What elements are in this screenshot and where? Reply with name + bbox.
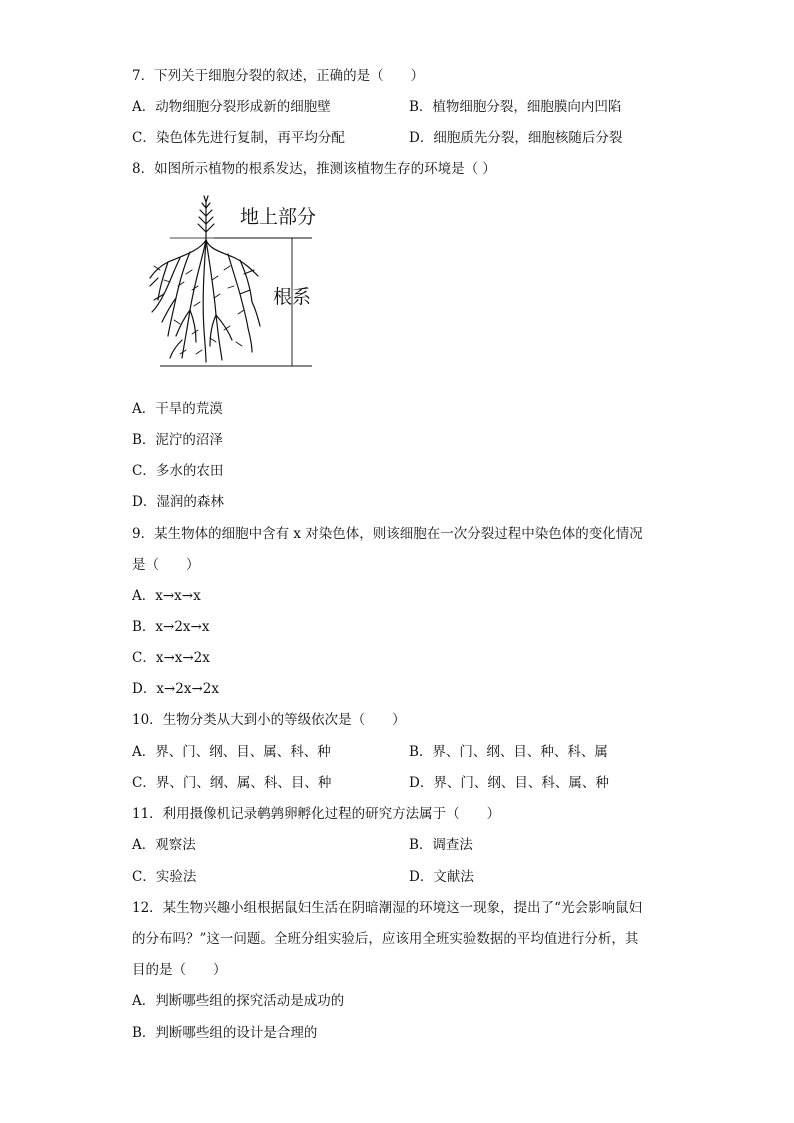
q12-stem-line1: 12．某生物兴趣小组根据鼠妇生活在阴暗潮湿的环境这一现象，提出了“光会影响鼠妇 <box>132 900 643 916</box>
q7-option-d: D．细胞质先分裂，细胞核随后分裂 <box>409 130 623 146</box>
q9-option-a: A．x→x→x <box>132 588 201 604</box>
q8-option-b: B．泥泞的沼泽 <box>132 432 223 448</box>
q9-option-b: B．x→2x→x <box>132 619 210 635</box>
q11-option-a: A．观察法 <box>132 837 196 853</box>
q11-option-b: B．调查法 <box>409 837 473 853</box>
q10-option-c: C．界、门、纲、属、科、目、种 <box>132 775 332 791</box>
q9-option-c: C．x→x→2x <box>132 650 210 666</box>
q10-stem: 10．生物分类从大到小的等级依次是（ ） <box>132 712 406 728</box>
q8-option-a: A．干旱的荒漠 <box>132 401 223 417</box>
q9-stem-line2: 是（ ） <box>132 557 200 573</box>
q10-option-a: A．界、门、纲、目、属、科、种 <box>132 744 331 760</box>
label-root-system: 根系 <box>273 286 312 308</box>
q9-option-d: D．x→2x→2x <box>132 681 219 697</box>
label-above-ground: 地上部分 <box>240 206 317 228</box>
q11-option-c: C．实验法 <box>132 869 197 885</box>
q10-option-b: B．界、门、纲、目、种、科、属 <box>409 744 608 760</box>
q12-option-b: B．判断哪些组的设计是合理的 <box>132 1025 318 1041</box>
q7-option-a: A．动物细胞分裂形成新的细胞壁 <box>132 99 331 115</box>
q9-stem-line1: 9．某生物体的细胞中含有 x 对染色体，则该细胞在一次分裂过程中染色体的变化情况 <box>132 526 643 542</box>
q7-option-b: B．植物细胞分裂，细胞膜向内凹陷 <box>409 99 622 115</box>
q11-option-d: D．文献法 <box>409 869 474 885</box>
q7-stem: 7．下列关于细胞分裂的叙述，正确的是（ ） <box>132 68 425 84</box>
q12-option-a: A．判断哪些组的探究活动是成功的 <box>132 993 345 1009</box>
q11-stem: 11．利用摄像机记录鹌鹑卵孵化过程的研究方法属于（ ） <box>132 806 501 822</box>
q8-stem: 8．如图所示植物的根系发达，推测该植物生存的环境是（ ） <box>132 161 496 177</box>
q8-option-d: D．湿润的森林 <box>132 494 224 510</box>
q10-option-d: D．界、门、纲、目、科、属、种 <box>409 775 609 791</box>
q7-option-c: C．染色体先进行复制，再平均分配 <box>132 130 345 146</box>
q12-stem-line3: 目的是（ ） <box>132 962 227 978</box>
q8-option-c: C．多水的农田 <box>132 463 224 479</box>
root-system-figure <box>140 190 340 375</box>
q12-stem-line2: 的分布吗？”这一问题。全班分组实验后，应该用全班实验数据的平均值进行分析，其 <box>132 931 639 947</box>
